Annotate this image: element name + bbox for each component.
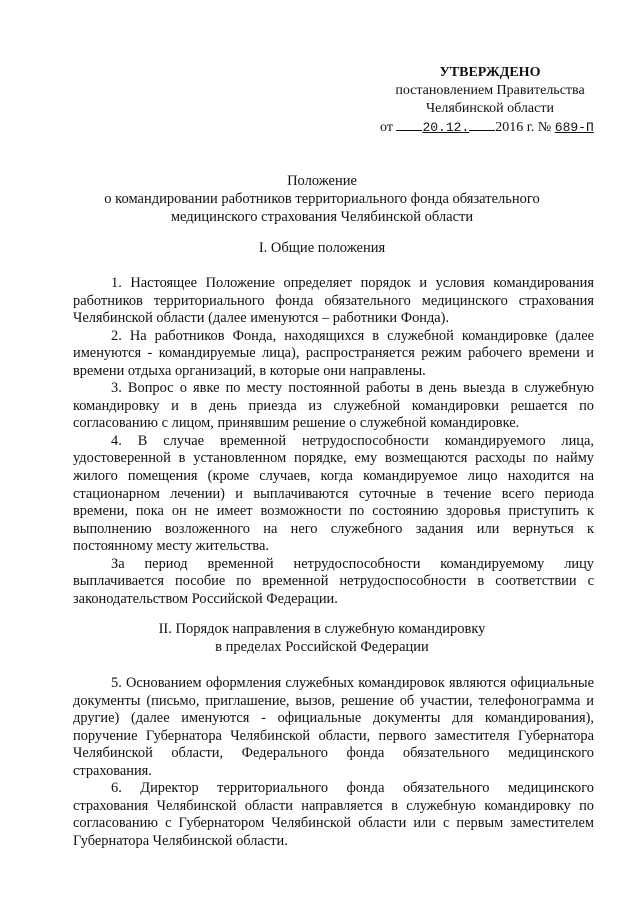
section-1-body <box>73 275 594 608</box>
approval-date-line <box>372 118 608 137</box>
paragraph: 4. В случае временной нетрудоспособности командируемого лица, удостоверенной в установленном порядке, ему возмещаются расходы по найму жилого помещения (кроме случаев, когда командируемое лицо находится на стационарном лечении) и выплачиваются суточные в течение всего периода времени, пока он не имеет возможности по состоянию здоровья приступить к выполнению возложенного на него служебного задания или вернуться к постоянному месту жительства. <box>73 432 594 555</box>
approval-number: 689-П <box>554 120 594 135</box>
title-line-1: Положение <box>287 173 357 189</box>
date-underline-left <box>396 118 422 131</box>
paragraph: 6. Директор территориального фонда обязательного медицинского страхования Челябинской области направляется в служебную командировку по согласованию с Губернатором Челябинской области или с первым заместителем Губернатора Челябинской области. <box>73 780 594 849</box>
document-title <box>62 172 582 226</box>
title-line-3: медицинского страхования Челябинской области <box>170 209 474 225</box>
title-line-2: о командировании работников территориального фонда обязательного <box>104 191 540 207</box>
paragraph: За период временной нетрудоспособности командируемому лицу выплачивается пособие по временной нетрудоспособности в соответствии с законодательством Российской Федерации. <box>73 555 594 607</box>
section-2-heading-line-2: в пределах Российской Федерации <box>215 639 429 655</box>
approval-date: 20.12. <box>422 120 470 135</box>
approval-stamp <box>372 64 608 137</box>
section-1-heading: I. Общие положения <box>258 240 386 256</box>
approval-heading: УТВЕРЖДЕНО <box>439 65 541 80</box>
approval-line-2: Челябинской области <box>426 101 554 116</box>
paragraph: 2. На работников Фонда, находящихся в служебной командировке (далее именуются - командируемые лица), распространяется режим рабочего времени и времени отдыха организаций, в которые они направлены. <box>73 327 594 379</box>
section-2-heading-line-1: II. Порядок направления в служебную командировку <box>158 621 486 637</box>
section-2-body <box>73 675 594 850</box>
paragraph: 1. Настоящее Положение определяет порядок и условия командирования работников территориального фонда обязательного медицинского страхования Челябинской области (далее именуются – работники Фонда). <box>73 275 594 327</box>
section-2-heading <box>62 620 582 656</box>
paragraph: 3. Вопрос о явке по месту постоянной работы в день выезда в служебную командировку и в день приезда из служебной командировки решается по согласованию с лицом, принявшим решение о служебной командировке. <box>73 380 594 432</box>
approval-line-1: постановлением Правительства <box>395 83 585 98</box>
paragraph: 5. Основанием оформления служебных командировок являются официальные документы (письмо, приглашение, вызов, решение об участии, телефонограмма и другие) (далее именуются - официальные документы для командирования), поручение Губернатора Челябинской области, первого заместителя Губернатора Челябинской области, Федерального фонда обязательного медицинского страхования. <box>73 675 594 779</box>
date-underline-right <box>469 118 495 131</box>
approval-year: 2016 г. <box>495 120 535 135</box>
date-prefix: от <box>380 120 393 135</box>
number-label: № <box>537 120 552 135</box>
